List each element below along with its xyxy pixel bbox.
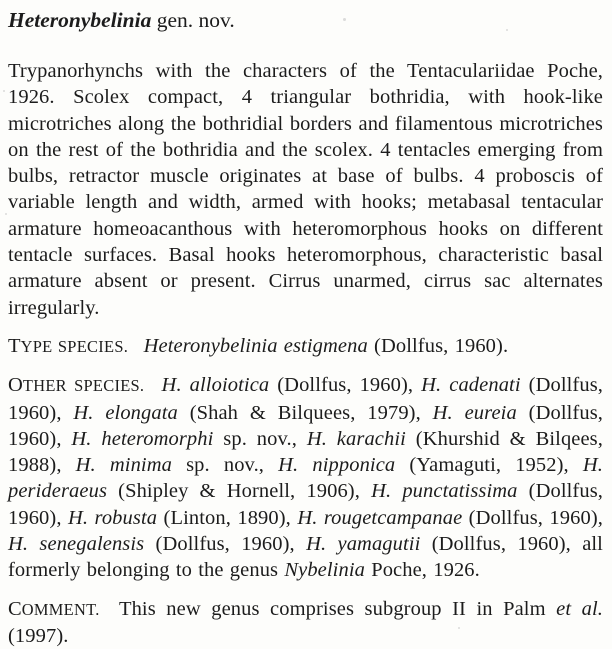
text-segment-regular: (Shah & Bilquees, 1979), <box>177 401 433 424</box>
text-segment-regular: Poche, 1926. <box>364 559 480 582</box>
genus-heading <box>8 7 603 34</box>
text-segment-italic: H. robusta <box>67 506 158 529</box>
text-segment-regular: (Dollfus, 1960), all formerly belonging to the genus <box>8 533 603 582</box>
paragraph-other-species <box>8 372 603 583</box>
text-segment-italic: H. nipponica <box>278 454 396 477</box>
text-segment-regular: (Linton, 1890), <box>157 506 298 529</box>
text-segment-regular: (Dollfus, 1960), <box>462 506 603 529</box>
scan-speck <box>5 213 7 215</box>
text-segment-regular: sp. nov., <box>213 427 307 450</box>
text-segment-italic: H. karachii <box>306 427 406 450</box>
text-segment-regular: (Dollfus, 1960), <box>8 374 603 424</box>
text-segment-italic: H. alloiotica <box>161 374 270 397</box>
text-segment-regular: (Yamaguti, 1952), <box>395 454 583 477</box>
text-segment-regular: (Dollfus, 1960), <box>144 533 307 556</box>
paragraph-diagnosis <box>8 58 603 321</box>
text-segment-regular: (Dollfus, 1960), <box>8 401 603 450</box>
text-segment-regular: This new genus comprises subgroup II in Palm <box>108 597 557 620</box>
paragraph-comment <box>8 596 603 649</box>
text-segment-italic: H. perideraeus <box>8 454 604 503</box>
text-segment-regular: (Dollfus, 1960), <box>269 374 422 397</box>
text-segment-regular: (1997). <box>8 624 69 647</box>
text-segment-regular: gen. nov. <box>151 8 235 32</box>
text-segment-smallcaps: OTHER SPECIES. <box>8 374 145 397</box>
paragraph-type-species <box>8 333 603 360</box>
text-segment-regular <box>154 374 162 396</box>
text-segment-regular: sp. nov., <box>172 454 279 477</box>
text-segment-italic: H. senegalensis <box>8 533 145 556</box>
scan-speck <box>506 29 508 31</box>
text-segment-italic: H. yamagutii <box>306 533 421 556</box>
text-segment-italic: H. rougetcampanae <box>297 506 463 529</box>
scan-speck <box>343 18 346 21</box>
scan-speck <box>458 627 460 629</box>
text-segment-regular: (Khurshid & Bilqees, 1988), <box>8 427 603 477</box>
text-segment-italic: H. cadenati <box>421 374 521 397</box>
text-segment-italic: H. elongata <box>73 401 178 424</box>
text-segment-italic: H. punctatissima <box>371 480 518 503</box>
text-segment-smallcaps: TYPE SPECIES. <box>8 334 129 357</box>
text-segment-bold-italic: Heteronybelinia <box>8 8 152 32</box>
text-segment-italic: Nybelinia <box>284 559 365 582</box>
scan-speck <box>3 90 5 92</box>
text-segment-italic: H. minima <box>75 454 172 477</box>
text-segment-italic: et al. <box>556 597 603 620</box>
text-segment-italic: H. heteromorphi <box>71 427 214 450</box>
text-segment-regular: Trypanorhynchs with the characters of the Tentaculariidae Poche, 1926. Scolex compact, 4 triangular bothridia, with hook-like microtriches along the bothridial borders and filamentous microtriches on the rest of the bothridia and the scolex. 4 tentacles emerging from bulbs, retractor muscle originates at base of bulbs. 4 proboscis of variable length and width, armed with hooks; metabasal tentacular armature homeoacanthous with heteromorphous hooks on different tentacle surfaces. Basal hooks heteromorphous, characteristic basal armature absent or present. Cirrus unarmed, cirrus sac alternates irregularly. <box>8 60 603 319</box>
text-segment-regular: (Dollfus, 1960), <box>8 480 604 529</box>
text-segment-regular: (Shipley & Hornell, 1906), <box>107 480 372 503</box>
text-segment-regular: (Dollfus, 1960). <box>367 334 509 357</box>
text-segment-italic: H. eureia <box>432 401 517 424</box>
text-segment-smallcaps: COMMENT. <box>8 597 100 620</box>
text-segment-italic: Heteronybelinia estigmena <box>143 334 368 357</box>
